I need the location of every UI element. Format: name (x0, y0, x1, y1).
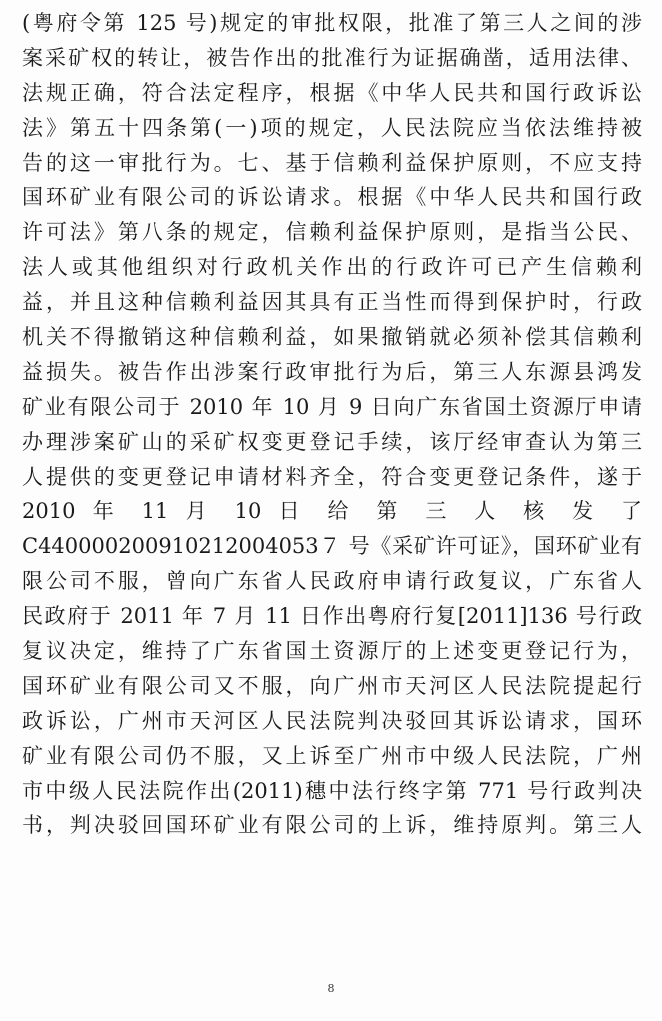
text-line: 办理涉案矿山的采矿权变更登记手续，该厅经审查认为第三 (22, 429, 642, 454)
text-line: 益，并且这种信赖利益因其具有正当性而得到保护时，行政 (22, 290, 642, 315)
text-line: 机关不得撤销这种信赖利益，如果撤销就必须补偿其信赖利 (22, 325, 642, 350)
text-line: 民政府于 2011 年 7 月 11 日作出粤府行复[2011]136 号行政 (22, 604, 642, 629)
text-line: 告的这一审批行为。七、基于信赖利益保护原则，不应支持 (22, 150, 642, 175)
text-line: 法规正确，符合法定程序，根据《中华人民共和国行政诉讼 (22, 80, 642, 105)
text-line: 市中级人民法院作出(2011)穗中法行终字第 771 号行政判决 (22, 778, 642, 803)
text-line: 2010 年 11 月 10 日 给 第 三 人 核 发 了 (22, 499, 642, 524)
text-line: 限公司不服，曾向广东省人民政府申请行政复议，广东省人 (22, 569, 642, 594)
text-line: 益损失。被告作出涉案行政审批行为后，第三人东源县鸿发 (22, 359, 642, 384)
text-line: 矿业有限公司仍不服，又上诉至广州市中级人民法院，广州 (22, 743, 642, 768)
text-line: 法人或其他组织对行政机关作出的行政许可已产生信赖利 (22, 255, 642, 280)
text-line: 复议决定，维持了广东省国土资源厅的上述变更登记行为， (22, 639, 642, 664)
text-line: 人提供的变更登记申请材料齐全，符合变更登记条件，遂于 (22, 464, 642, 489)
text-line: 书，判决驳回国环矿业有限公司的上诉，维持原判。第三人 (22, 813, 642, 838)
page-number: 8 (327, 982, 335, 995)
text-line: (粤府令第 125 号)规定的审批权限，批准了第三人之间的涉 (22, 11, 642, 35)
text-line: 矿业有限公司于 2010 年 10 月 9 日向广东省国土资源厅申请 (22, 394, 642, 419)
text-line: 政诉讼，广州市天河区人民法院判决驳回其诉讼请求，国环 (22, 708, 642, 733)
text-line: 国环矿业有限公司又不服，向广州市天河区人民法院提起行 (22, 673, 642, 698)
text-line: 案采矿权的转让，被告作出的批准行为证据确凿，适用法律、 (22, 45, 642, 70)
text-line: 许可法》第八条的规定，信赖利益保护原则，是指当公民、 (22, 220, 642, 245)
text-line: 法》第五十四条第(一)项的规定，人民法院应当依法维持被 (22, 115, 642, 140)
text-line: 国环矿业有限公司的诉讼请求。根据《中华人民共和国行政 (22, 185, 642, 210)
text-line: C440000200910212004053７ 号《采矿许可证》，国环矿业有 (22, 534, 642, 559)
body-text (22, 6, 642, 843)
